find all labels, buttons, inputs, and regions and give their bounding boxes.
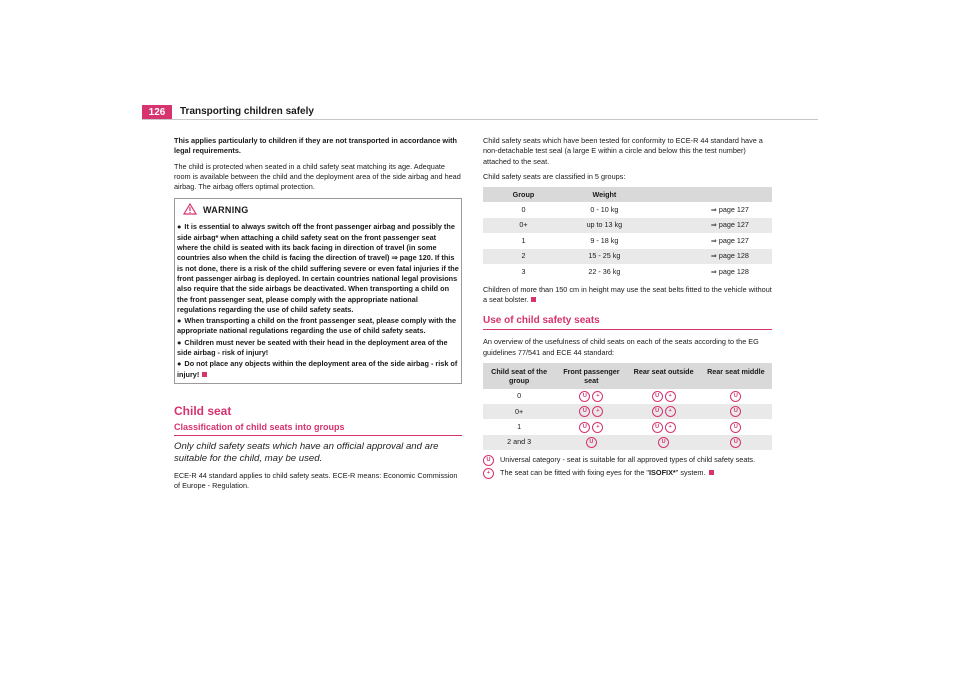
universal-badge-icon: U [579,391,590,402]
section-end-square-icon [709,470,714,475]
universal-badge-icon: U [579,422,590,433]
running-title: Transporting children safely [180,106,314,117]
bullet-icon: ● [177,359,182,369]
column-header: Weight [564,187,645,202]
warning-item-text: Do not place any objects within the deployment area of the side airbag - risk of injury! [177,359,458,379]
rear-middle-cell [700,389,772,404]
isofix-badge-icon: + [592,422,603,433]
legend-universal [483,455,772,466]
paragraph-test-seal: Child safety seats which have been tested for conformity to ECE-R 44 standard have a non-detachable test seal (a large E within a circle and below this the test number) attached to the seat. [483,136,763,166]
column-header: Rear seat outside [628,363,700,389]
section-end-square-icon [202,372,207,377]
rear-outside-cell [628,419,700,434]
warning-item [177,359,459,380]
universal-badge-icon: U [586,437,597,448]
rear-middle-cell [700,419,772,434]
paragraph-legal: This applies particularly to children if they are not transported in accordance with legal requirements. [174,136,458,156]
table-row [483,233,772,249]
paragraph-height-text: Children of more than 150 cm in height may use the seat belts fitted to the vehicle without a seat bolster. [483,284,772,304]
column-header: Child seat of the group [483,363,555,389]
legend-isofix-text [500,468,714,478]
isofix-badge-icon: + [665,391,676,402]
rear-middle-cell [700,435,772,450]
universal-badge-icon: U [730,437,741,448]
page-ref-cell: ⇒ page 128 [710,266,749,276]
front-seat-cell [555,404,627,419]
column-header: Group [483,187,564,202]
page-ref-cell: ⇒ page 127 [645,218,772,234]
page-ref-cell: ⇒ page 127 [710,204,749,214]
front-seat-cell [555,435,627,450]
universal-badge-icon: U [730,391,741,402]
usage-table [483,363,772,450]
page-ref-cell: ⇒ page 127 [710,235,749,245]
universal-badge-icon: U [652,406,663,417]
warning-triangle-icon [183,203,197,218]
group-cell: 2 and 3 [483,435,555,450]
table-row [483,218,772,234]
group-cell: 1 [521,235,526,245]
page-ref-cell: ⇒ page 128 [645,249,772,265]
subsection-title-classification: Classification of child seats into groups [174,421,462,436]
legend-isofix-text-before: The seat can be fitted with fixing eyes for the " [500,468,650,478]
bullet-icon: ● [177,222,182,232]
bullet-icon: ● [177,316,182,326]
table-row [483,264,772,280]
universal-badge-icon: U [579,406,590,417]
warning-item [177,338,459,359]
rear-middle-cell [700,404,772,419]
column-header: Rear seat middle [700,363,772,389]
right-column [483,136,772,481]
front-seat-cell [555,389,627,404]
bullet-icon: ● [177,337,182,347]
legend-universal-text: Universal category - seat is suitable for all approved types of child safety seats. [500,455,756,465]
section-end-square-icon [531,297,536,302]
weight-cell: 9 - 18 kg [590,235,619,245]
universal-badge-icon: U [483,455,494,466]
isofix-brand: ISOFIX* [649,468,676,478]
warning-item [177,316,459,337]
group-cell: 3 [521,266,526,276]
table-row [483,419,772,434]
legend-isofix-text-after: " system. [675,468,706,478]
groups-table [483,187,772,280]
universal-badge-icon: U [730,422,741,433]
isofix-badge-icon: + [592,391,603,402]
group-cell: 1 [517,421,522,431]
weight-cell: 0 - 10 kg [590,204,619,214]
section-title-use: Use of child safety seats [483,315,772,330]
rear-outside-cell [628,404,700,419]
front-seat-cell [555,419,627,434]
universal-badge-icon: U [652,422,663,433]
column-header: Front passenger seat [555,363,627,389]
paragraph-groups: Child safety seats are classified in 5 groups: [483,171,626,181]
table-row [483,435,772,450]
paragraph-protection: The child is protected when seated in a child safety seat matching its age. Adequate room is available between the child and the deployment area of the side airbag and head airbag. The airbag offers optimal protection. [174,161,461,192]
group-cell: 0 [521,204,526,214]
rear-outside-cell [628,435,700,450]
group-cell: 0+ [483,218,564,234]
paragraph-overview: An overview of the usefulness of child seats on each of the seats according to the EG guidelines 77/541 and ECE 44 standard: [483,337,759,357]
header-rule [142,119,818,120]
isofix-badge-icon: + [483,468,494,479]
left-column [174,136,462,497]
warning-item-text: Children must never be seated with their head in the deployment area of the side airbag - risk of injury! [177,337,448,358]
universal-badge-icon: U [652,391,663,402]
table-header-row [483,187,772,202]
group-cell: 0 [517,391,522,401]
weight-cell: 15 - 25 kg [564,249,645,265]
weight-cell: 22 - 36 kg [588,266,621,276]
table-row [483,249,772,265]
rear-outside-cell [628,389,700,404]
group-cell: 2 [483,249,564,265]
table-row [483,389,772,404]
paragraph-ece: ECE-R 44 standard applies to child safety seats. ECE-R means: Economic Commission of Europe - Regulation. [174,470,458,491]
intro-text: Only child safety seats which have an official approval and are suitable for the child, may be used. [174,440,439,464]
legend-isofix [483,468,772,479]
warning-title: WARNING [203,205,249,216]
group-cell: 0+ [483,404,555,419]
warning-item [177,222,459,315]
section-title-child-seat: Child seat [174,403,232,418]
warning-box [174,198,462,383]
isofix-badge-icon: + [665,422,676,433]
warning-item-text: When transporting a child on the front passenger seat, please comply with the appropriate national regulations regarding the use of child safety seats. [177,316,457,336]
table-header-row [483,363,772,389]
universal-badge-icon: U [730,406,741,417]
isofix-badge-icon: + [665,406,676,417]
column-header [645,187,772,202]
isofix-badge-icon: + [592,406,603,417]
warning-item-text: It is essential to always switch off the front passenger airbag and possibly the side airbag* when attaching a child safety seat on the front passenger seat where the child is seated with its back facing in direction of travel (in some countries also when the child is facing the direction of travel) ⇒ page 120. If this is not done, there is a risk of the child suffering severe or even fatal injuries if the front passenger airbag is deployed. In certain countries national legal provisions also require that the side airbags be deactivated. When transporting a child on the front passenger seat, please comply with the appropriate national regulations regarding the use of child safety seats. [177,222,459,314]
table-row [483,404,772,419]
weight-cell: up to 13 kg [564,218,645,234]
universal-badge-icon: U [658,437,669,448]
paragraph-height [483,285,772,306]
table-row [483,202,772,218]
warning-header [177,199,459,221]
page-number: 126 [142,105,172,119]
